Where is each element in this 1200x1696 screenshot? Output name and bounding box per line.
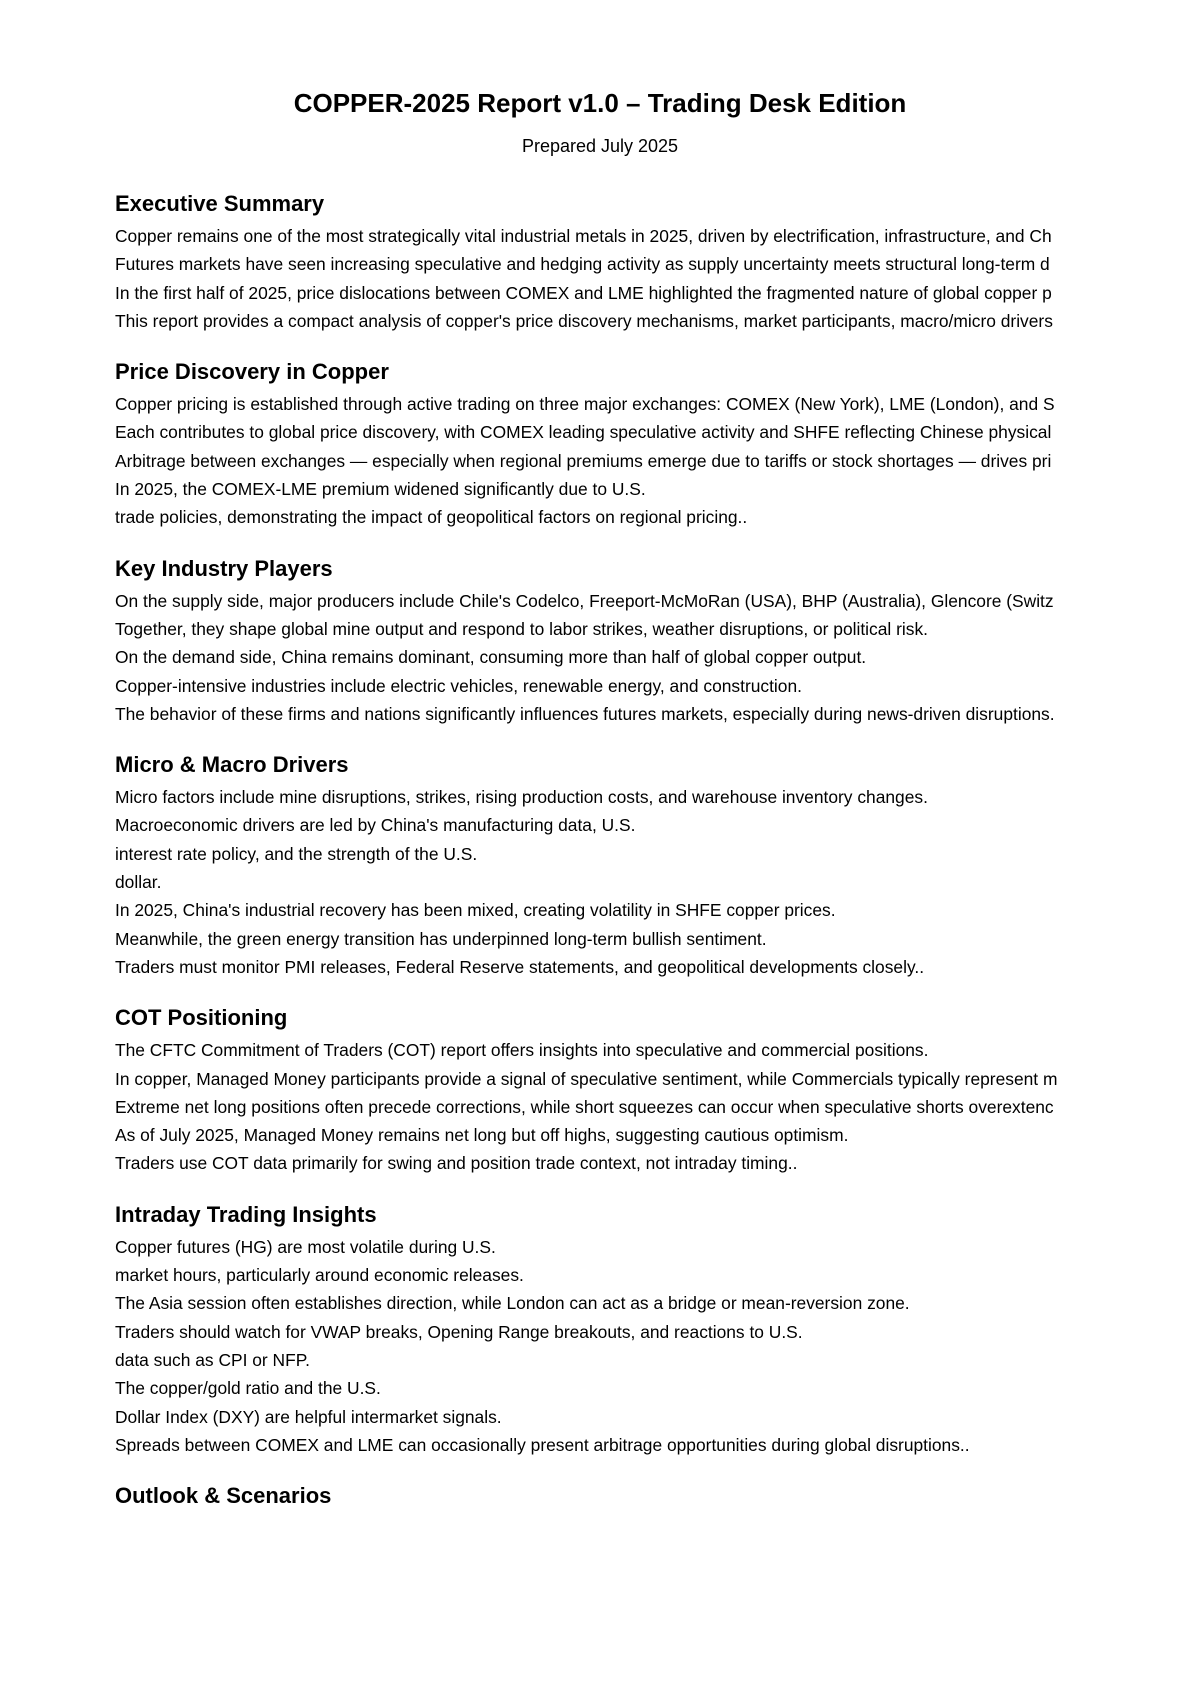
paragraph-line: This report provides a compact analysis of copper's price discovery mechanisms, market participants, macro/micro drivers — [115, 310, 1053, 331]
paragraph-line: market hours, particularly around economic releases. — [115, 1265, 524, 1286]
paragraph-line: The Asia session often establishes direction, while London can act as a bridge or mean-reversion zone. — [115, 1293, 910, 1314]
paragraph-line: Dollar Index (DXY) are helpful intermarket signals. — [115, 1406, 502, 1427]
section-outlook-scenarios — [115, 1482, 1200, 1510]
paragraph-line: On the supply side, major producers include Chile's Codelco, Freeport-McMoRan (USA), BHP (Australia), Glencore (Switz — [115, 590, 1054, 611]
paragraph-line: Futures markets have seen increasing speculative and hedging activity as supply uncertainty meets structural long-term d — [115, 254, 1050, 275]
paragraph-line: trade policies, demonstrating the impact of geopolitical factors on regional pricing.. — [115, 507, 748, 528]
document-subtitle: Prepared July 2025 — [521, 136, 679, 156]
section-paragraph — [115, 390, 1200, 531]
section-heading: Intraday Trading Insights — [115, 1201, 377, 1227]
paragraph-line: Micro factors include mine disruptions, strikes, rising production costs, and warehouse inventory changes. — [115, 787, 928, 808]
paragraph-line: Together, they shape global mine output and respond to labor strikes, weather disruptions, or political risk. — [115, 618, 928, 639]
paragraph-line: Extreme net long positions often precede corrections, while short squeezes can occur when speculative shorts overextenc — [115, 1096, 1054, 1117]
paragraph-line: In copper, Managed Money participants provide a signal of speculative sentiment, while Commercials typically represent m — [115, 1068, 1058, 1089]
paragraph-line: Copper-intensive industries include electric vehicles, renewable energy, and construction. — [115, 675, 802, 696]
section-executive-summary — [115, 190, 1200, 335]
section-paragraph — [115, 783, 1200, 981]
section-cot-positioning — [115, 1004, 1200, 1177]
section-heading: Price Discovery in Copper — [115, 359, 389, 385]
paragraph-line: The CFTC Commitment of Traders (COT) report offers insights into speculative and commercial positions. — [115, 1040, 929, 1061]
section-price-discovery — [115, 358, 1200, 531]
paragraph-line: interest rate policy, and the strength of the U.S. — [115, 843, 478, 864]
paragraph-line: Copper futures (HG) are most volatile during U.S. — [115, 1236, 496, 1257]
section-paragraph — [115, 1233, 1200, 1459]
paragraph-line: Copper pricing is established through active trading on three major exchanges: COMEX (New York), LME (London), and S — [115, 394, 1055, 415]
paragraph-line: The copper/gold ratio and the U.S. — [115, 1378, 381, 1399]
paragraph-line: The behavior of these firms and nations significantly influences futures markets, especially during news-driven disruptions. — [115, 703, 1055, 724]
paragraph-line: In 2025, China's industrial recovery has been mixed, creating volatility in SHFE copper prices. — [115, 900, 836, 921]
paragraph-line: Meanwhile, the green energy transition has underpinned long-term bullish sentiment. — [115, 928, 767, 949]
paragraph-line: Spreads between COMEX and LME can occasionally present arbitrage opportunities during global disruptions.. — [115, 1434, 970, 1455]
section-paragraph — [115, 1036, 1200, 1177]
paragraph-line: On the demand side, China remains dominant, consuming more than half of global copper output. — [115, 647, 867, 668]
section-heading: Outlook & Scenarios — [115, 1483, 332, 1509]
section-intraday-trading-insights — [115, 1201, 1200, 1459]
paragraph-line: Traders use COT data primarily for swing and position trade context, not intraday timing.. — [115, 1153, 798, 1174]
section-heading: Executive Summary — [115, 191, 325, 216]
report-body — [115, 190, 1200, 1533]
section-heading: COT Positioning — [115, 1005, 288, 1031]
paragraph-line: As of July 2025, Managed Money remains net long but off highs, suggesting cautious optimism. — [115, 1125, 849, 1146]
section-micro-macro-drivers — [115, 751, 1200, 981]
section-heading: Micro & Macro Drivers — [115, 752, 349, 778]
paragraph-line: data such as CPI or NFP. — [115, 1349, 310, 1370]
section-heading: Key Industry Players — [115, 555, 333, 581]
section-paragraph — [115, 587, 1200, 728]
paragraph-line: Arbitrage between exchanges — especially when regional premiums emerge due to tariffs or stock shortages — drives pri — [115, 450, 1052, 471]
paragraph-line: In 2025, the COMEX-LME premium widened significantly due to U.S. — [115, 479, 646, 500]
paragraph-line: Each contributes to global price discovery, with COMEX leading speculative activity and SHFE reflecting Chinese physical — [115, 422, 1052, 443]
paragraph-line: dollar. — [115, 872, 162, 893]
document-title: COPPER-2025 Report v1.0 – Trading Desk Edition — [293, 88, 907, 118]
paragraph-line: Traders should watch for VWAP breaks, Opening Range breakouts, and reactions to U.S. — [115, 1321, 803, 1342]
paragraph-line: Macroeconomic drivers are led by China's manufacturing data, U.S. — [115, 815, 636, 836]
section-paragraph — [115, 222, 1200, 335]
section-key-industry-players — [115, 555, 1200, 728]
paragraph-line: In the first half of 2025, price dislocations between COMEX and LME highlighted the fragmented nature of global copper p — [115, 282, 1052, 303]
paragraph-line: Copper remains one of the most strategically vital industrial metals in 2025, driven by electrification, infrastructure, and Ch — [115, 226, 1052, 246]
paragraph-line: Traders must monitor PMI releases, Federal Reserve statements, and geopolitical developments closely.. — [115, 956, 925, 977]
